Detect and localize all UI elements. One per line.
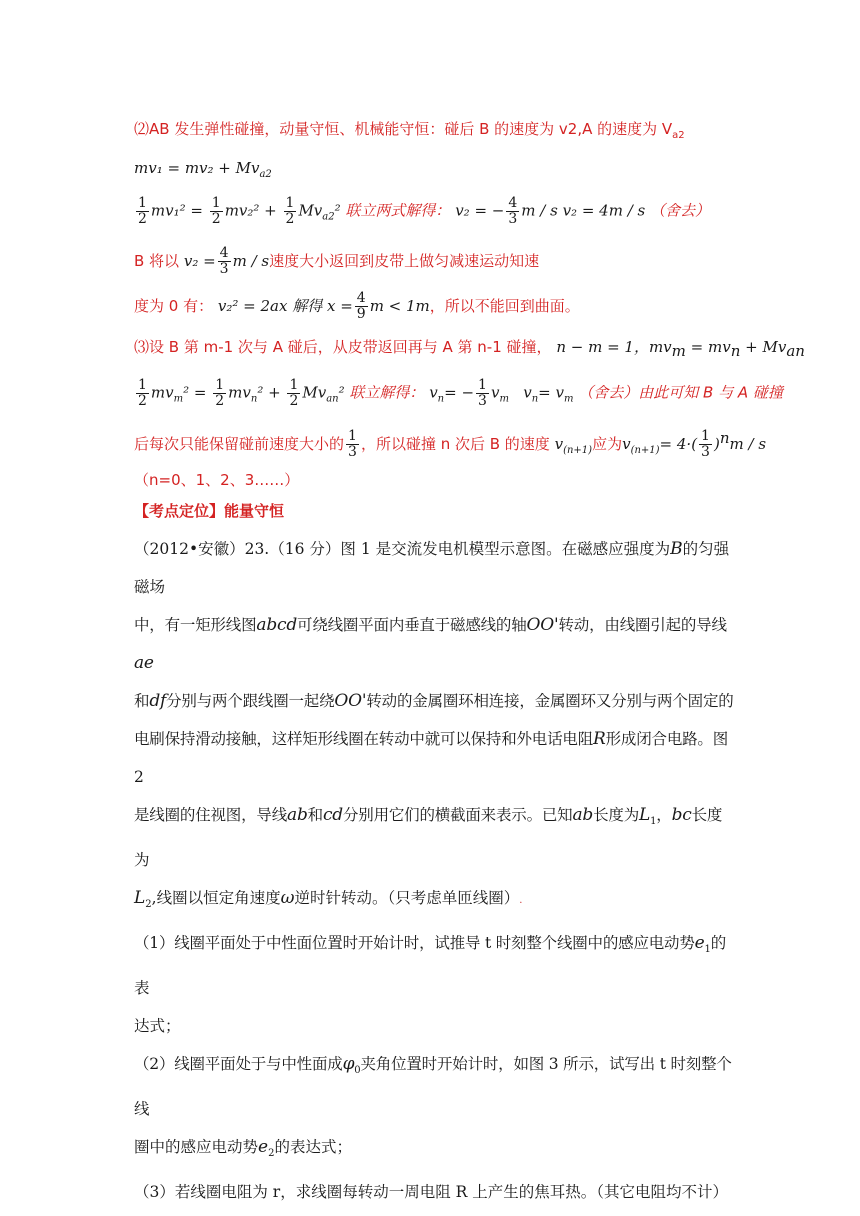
question-2-line-2: 圈中的感应电动势$e_2$的表达式； — [134, 1137, 352, 1160]
problem-line-6: $L_2$,线圈以恒定角速度ω逆时针转动。（只考虑单匝线圈）. — [134, 888, 523, 911]
frac-13-b: $\frac{1}{3}$ — [348, 428, 357, 460]
problem-line-1: （2012•安徽）23.（16 分）图 1 是交流发电机模型示意图。在磁感应强度为B的匀强磁场 — [134, 539, 730, 596]
question-2-line-1: （2）线圈平面处于与中性面成$\varphi_0$夹角位置时开始计时，如图 3 所示，试写出 t 时刻整个线 — [134, 1054, 732, 1119]
question-3: （3）若线圈电阻为 r，求线圈每转动一周电阻 R 上产生的焦耳热。（其它电阻均不计） — [134, 1183, 728, 1202]
frac-half-1: $\frac{1}{2}$ — [138, 195, 147, 227]
part2-intro — [134, 118, 685, 147]
eq3-tail: 联立解得： — [349, 383, 425, 402]
discard1: （舍去） — [650, 201, 711, 220]
part3-eq3: + Mv — [745, 338, 787, 356]
frac-half-4: $\frac{1}{2}$ — [138, 377, 147, 409]
after-4: = 4·( — [659, 435, 698, 453]
frac-13-a: $\frac{1}{3}$ — [478, 377, 487, 409]
eq3-res3: v — [490, 383, 500, 402]
frac-43-a: $\frac{4}{3}$ — [508, 195, 518, 227]
question-1-line-2: 达式； — [134, 1017, 181, 1036]
b-return-unit: m / s — [232, 252, 270, 270]
kaodian-line — [134, 500, 284, 522]
eq3-discard: （舍去）由此可知 B 与 A 碰撞 — [578, 383, 783, 402]
eq3-res: v — [429, 383, 438, 402]
part3-eq2: = mv — [690, 338, 731, 356]
speed-zero-1: 度为 0 有： — [134, 297, 214, 315]
b-return-1: B 将以 — [134, 252, 180, 270]
frac-half-3: $\frac{1}{2}$ — [285, 195, 295, 227]
frac-half-5: $\frac{1}{2}$ — [215, 377, 225, 409]
speed-zero-line — [134, 291, 580, 322]
frac-half-6: $\frac{1}{2}$ — [289, 377, 299, 409]
part2-intro-sub: a2 — [672, 130, 685, 141]
after-6: m / s — [729, 435, 767, 453]
momentum-equation — [134, 157, 272, 186]
kaodian-text: 能量守恒 — [224, 502, 285, 520]
after-3: 应为 — [592, 435, 623, 453]
after-5: ) — [713, 435, 720, 453]
problem-line-2: 中，有一矩形线图abcd可绕线圈平面内垂直于磁感线的轴OO'转动，由线圈引起的导线ae — [134, 615, 727, 673]
b-return-eq: v₂ = — [183, 252, 216, 270]
problem-line-3: 和df分别与两个跟线圈一起绕OO'转动的金属圈环相连接，金属圈环又分别与两个固定的 — [134, 691, 734, 711]
b-return-2: 速度大小返回到皮带上做匀减速运动知速 — [269, 252, 540, 270]
speed-zero-2: ，所以不能回到曲面。 — [429, 297, 580, 315]
problem-line-5: 是线圈的住视图，导线ab和cd分别用它们的横截面来表示。已知ab长度为$L_1$，bc长度为 — [134, 805, 723, 870]
after-2: ，所以碰撞 n 次后 B 的速度 — [360, 435, 550, 453]
energy-equation-2: $\frac{1}{2}$ $mv_m^2$ = $\frac{1}{2}$ $mv_n^2$ + $\frac{1}{2}$ $Mv_{an}^2$ 联立解得： $v_n=$ − $\frac{1}{3}$ $v_m$ $v_n= v_m$ （舍去）由此可知 B 与 A 碰撞 — [138, 377, 783, 409]
frac-half-2: $\frac{1}{2}$ — [211, 195, 221, 227]
frac-49: $\frac{4}{9}$ — [356, 290, 366, 322]
part2-intro-text: ⑵AB 发生弹性碰撞，动量守恒、机械能守恒：碰后 B 的速度为 v2,A 的速度为 V — [134, 120, 673, 138]
question-1-line-1: （1）线圈平面处于中性面位置时开始计时，试推导 t 时刻整个线圈中的感应电动势$e_1$的表 — [134, 933, 727, 998]
kaodian-bracket: 【考点定位】 — [134, 502, 225, 520]
eq3-res4: v — [523, 383, 532, 402]
range-line — [134, 469, 299, 491]
eq2-result: v₂ = − — [455, 201, 505, 220]
eq2-tail: 联立两式解得： — [345, 201, 451, 220]
range-text: （n=0、1、2、3……） — [134, 471, 300, 489]
part3-eq: n − m = 1，mv — [556, 338, 672, 356]
after-1: 后每次只能保留碰前速度大小的 — [134, 435, 345, 453]
problem-paragraph — [134, 530, 734, 1211]
speed-zero-eq: v₂² = 2ax 解得 x = — [217, 297, 353, 315]
part3-line: ⑶设 B 第 m-1 次与 A 碰后，从皮带返回再与 A 第 n-1 碰撞， n − m = 1，$mv_m = mv_n + Mv_{an}$ — [134, 338, 805, 360]
eq1-sub: a2 — [259, 169, 272, 180]
problem-line-4: 电刷保持滑动接触，这样矩形线圈在转动中就可以保持和外电话电阻R形成闭合电路。图 2 — [134, 729, 729, 786]
frac-43-b: $\frac{4}{3}$ — [219, 245, 229, 277]
eq2-result2: m / s v₂ = 4m / s — [521, 201, 646, 220]
frac-13-c: $\frac{1}{3}$ — [701, 428, 710, 460]
speed-zero-eq2: m < 1m — [369, 297, 430, 315]
energy-equation: $\frac{1}{2}$ mv₁² = $\frac{1}{2}$ mv₂² + $\frac{1}{2}$ $Mv_{a2}^2$ 联立两式解得： v₂ = − $\frac{4}{3}$ m / s v₂ = 4m / s （舍去） — [138, 195, 711, 227]
after-collision-line: 后每次只能保留碰前速度大小的 $\frac{1}{3}$ ，所以碰撞 n 次后 B 的速度 $v_{(n+1)}$应为$v_{(n+1)}= 4\cdot$( $\frac{1}{3}$ )$^n$m / s — [134, 428, 767, 460]
b-return-line — [134, 246, 539, 277]
eq3-res5: = v — [538, 383, 564, 402]
eq1-text: mv₁ = mv₂ + Mv — [134, 159, 260, 177]
eq3-res2: = − — [444, 383, 475, 402]
part3-text: ⑶设 B 第 m-1 次与 A 碰后，从皮带返回再与 A 第 n-1 碰撞， — [134, 338, 552, 356]
